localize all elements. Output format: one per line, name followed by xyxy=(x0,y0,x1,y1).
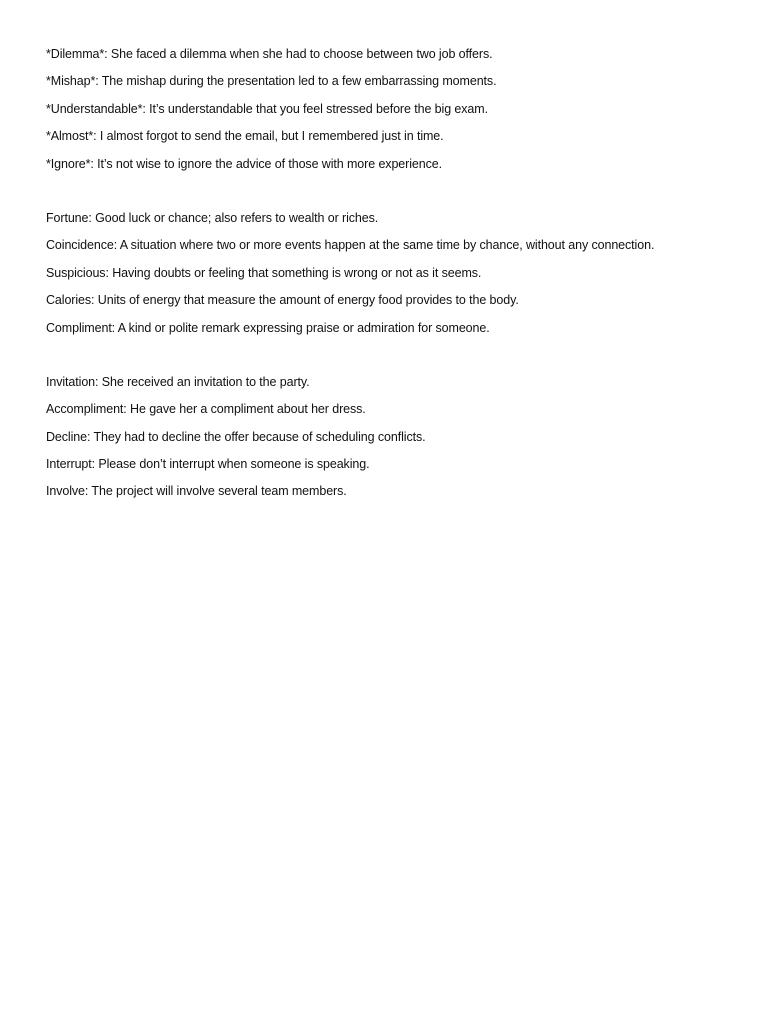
entry-line-decline: Decline: They had to decline the offer because of scheduling conflicts. xyxy=(46,429,426,444)
definitions-section xyxy=(46,205,748,342)
entry-line-accompliment: Accompliment: He gave her a compliment about her dress. xyxy=(46,402,366,417)
entry-line-dilemma: *Dilemma*: She faced a dilemma when she had to choose between two job offers. xyxy=(46,47,493,61)
entry-line-involve: Involve: The project will involve several team members. xyxy=(46,484,347,499)
entry-line-almost: *Almost*: I almost forgot to send the email, but I remembered just in time. xyxy=(46,129,444,144)
entry-line-coincidence: Coincidence: A situation where two or more events happen at the same time by chance, without any connection. xyxy=(46,238,655,253)
entry-line-compliment: Compliment: A kind or polite remark expressing praise or admiration for someone. xyxy=(46,320,490,335)
entry-line-fortune: Fortune: Good luck or chance; also refers to wealth or riches. xyxy=(46,210,379,225)
usage-examples-section xyxy=(46,369,748,506)
sentence-examples-section xyxy=(46,41,748,178)
entry-line-mishap: *Mishap*: The mishap during the presentation led to a few embarrassing moments. xyxy=(46,74,497,89)
entry-line-ignore: *Ignore*: It’s not wise to ignore the advice of those with more experience. xyxy=(46,156,442,171)
entry-line-calories: Calories: Units of energy that measure the amount of energy food provides to the body. xyxy=(46,293,519,308)
entry-line-interrupt: Interrupt: Please don’t interrupt when someone is speaking. xyxy=(46,457,370,472)
entry-line-understandable: *Understandable*: It’s understandable that you feel stressed before the big exam. xyxy=(46,101,488,116)
entry-line-suspicious: Suspicious: Having doubts or feeling that something is wrong or not as it seems. xyxy=(46,265,482,280)
document-page xyxy=(46,41,748,506)
entry-line-invitation: Invitation: She received an invitation to the party. xyxy=(46,374,310,389)
